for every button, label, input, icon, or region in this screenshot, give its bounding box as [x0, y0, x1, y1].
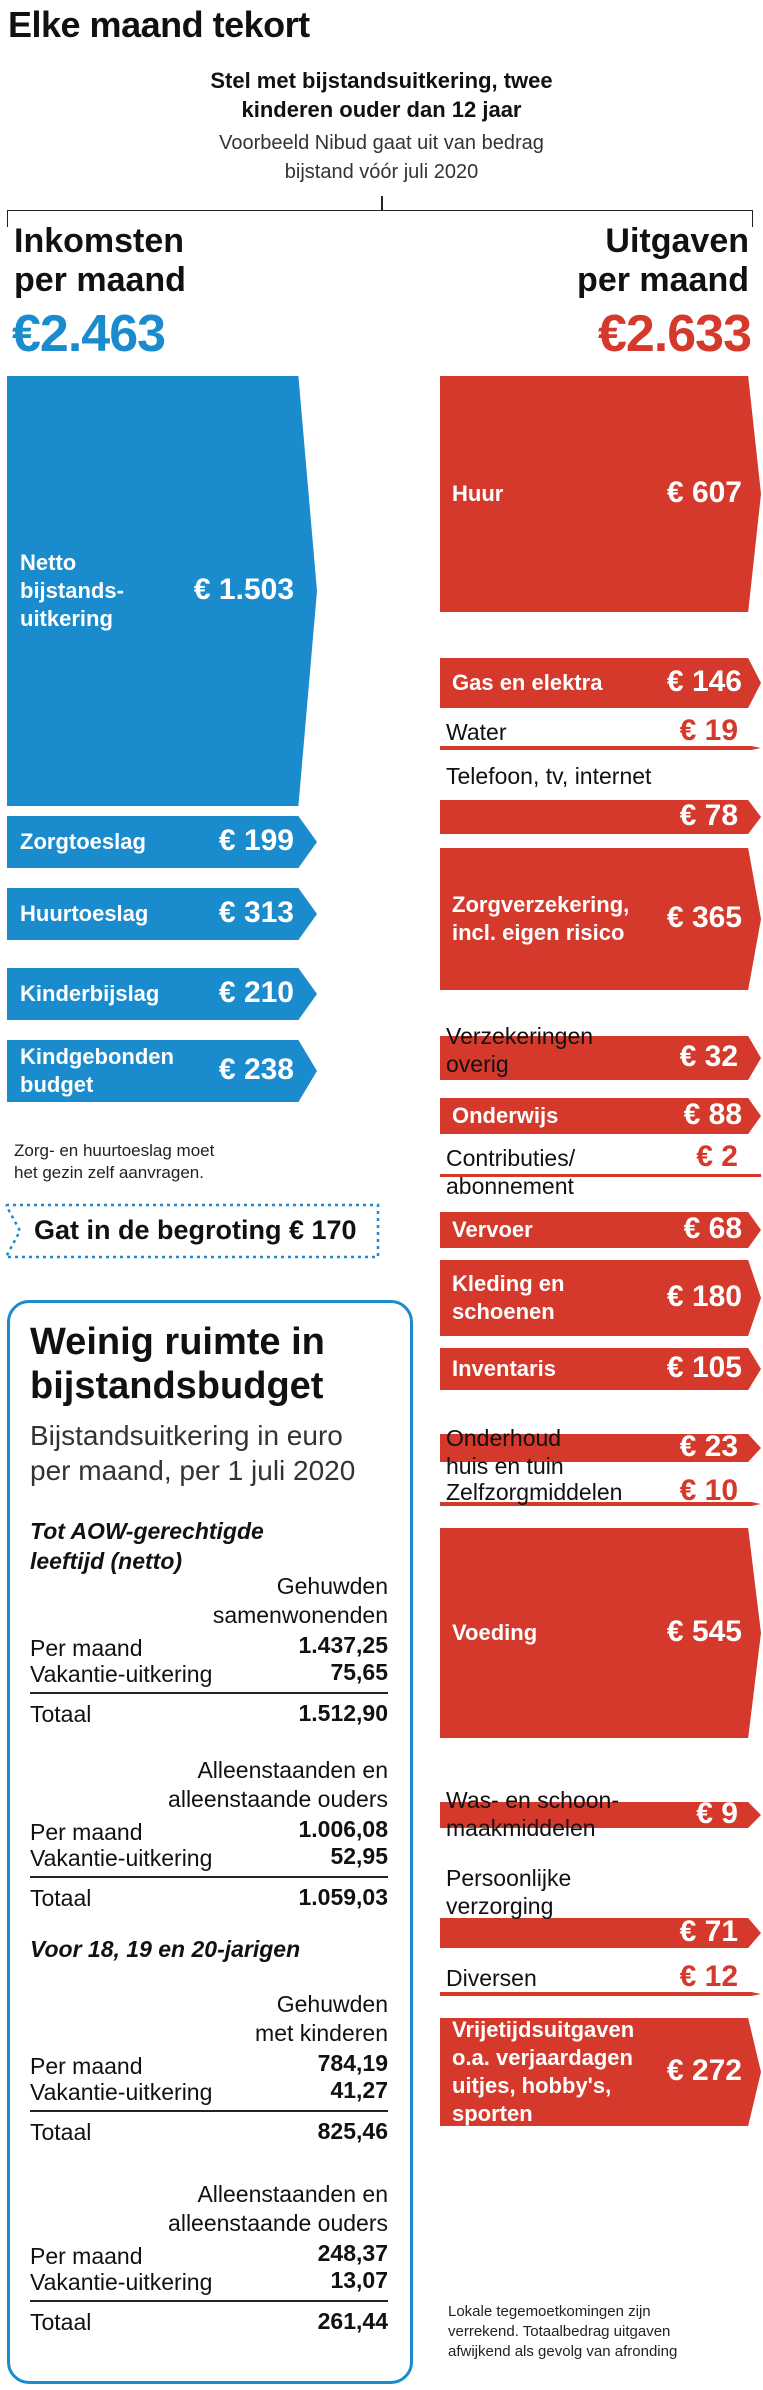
panel-group-head-line2: met kinderen	[255, 2020, 388, 2046]
panel-rule	[30, 1692, 388, 1694]
panel-group-head-line1: Alleenstaanden en	[197, 2181, 388, 2207]
expense-bar-label: Water	[446, 719, 507, 745]
expense-bar-label: huis en tuin	[446, 1453, 564, 1479]
expense-bar-value: € 71	[679, 1915, 738, 1948]
expenses-heading-line2: per maand	[577, 261, 749, 299]
expense-bar-value: € 88	[683, 1098, 742, 1131]
panel-group-head-line2: samenwonenden	[212, 1602, 388, 1628]
panel-row-month-label: Per maand	[30, 1635, 143, 1661]
panel-subtitle-line1: Bijstandsuitkering in euro	[30, 1420, 343, 1451]
income-total: €2.463	[12, 305, 166, 363]
expense-bar-value: € 10	[679, 1474, 738, 1507]
panel-row-total-label: Totaal	[30, 2119, 92, 2145]
expenses-total: €2.633	[597, 305, 751, 363]
expense-bar-label: Onderwijs	[452, 1103, 559, 1128]
expense-bar-label: Contributies/	[446, 1145, 576, 1171]
income-bar-label: Netto	[20, 550, 77, 575]
panel-row-total-label: Totaal	[30, 1701, 92, 1727]
expenses-heading	[577, 222, 749, 300]
expense-bar-label: Diversen	[446, 1965, 537, 1991]
income-bar-label: uitkering	[20, 606, 113, 631]
expense-bar-label: Verzekeringen	[446, 1023, 594, 1049]
income-note-line2: het gezin zelf aanvragen.	[14, 1163, 204, 1182]
footnote	[448, 2302, 677, 2362]
expense-bar-label: Vrijetijdsuitgaven	[452, 2017, 635, 2042]
expense-bar-label: verzorging	[446, 1893, 554, 1919]
income-bar-label: Huurtoeslag	[20, 901, 149, 926]
panel-row-holiday-label: Vakantie-uitkering	[30, 2079, 213, 2105]
expense-bar-label: Zelfzorgmiddelen	[446, 1479, 623, 1505]
expense-bar-label: Zorgverzekering,	[452, 892, 630, 917]
panel-row-holiday-label: Vakantie-uitkering	[30, 1845, 213, 1871]
panel-row-holiday-value: 41,27	[330, 2077, 388, 2103]
footnote-line2: verrekend. Totaalbedrag uitgaven	[448, 2323, 671, 2340]
panel-row-total-label: Totaal	[30, 2309, 92, 2335]
panel-group-head-line1: Alleenstaanden en	[197, 1757, 388, 1783]
panel-group-head-line1: Gehuwden	[276, 1991, 388, 2017]
expense-bar-label: abonnement	[446, 1173, 574, 1199]
panel-row-month-value: 248,37	[317, 2240, 388, 2266]
income-bar-label: Kinderbijslag	[20, 981, 160, 1006]
expense-bar-value: € 78	[679, 799, 738, 832]
expense-bar-label: Onderhoud	[446, 1425, 562, 1451]
expense-bar-label: o.a. verjaardagen	[452, 2045, 633, 2070]
panel-row-total-value: 261,44	[317, 2308, 388, 2334]
panel-section1	[30, 1516, 264, 1576]
income-heading	[14, 222, 186, 300]
panel-rule	[30, 2300, 388, 2302]
panel-row-holiday-label: Vakantie-uitkering	[30, 2269, 213, 2295]
expense-bar-label: Vervoer	[452, 1217, 533, 1242]
expense-bar-label: schoenen	[452, 1299, 555, 1324]
expense-bar-value: € 2	[696, 1140, 738, 1173]
expense-bar-value: € 32	[679, 1040, 738, 1073]
gap-box	[4, 1203, 382, 1259]
footnote-line3: afwijkend als gevolg van afronding	[448, 2343, 678, 2360]
panel-row-total-value: 825,46	[317, 2118, 388, 2144]
footnote-line1: Lokale tegemoetkomingen zijn	[448, 2303, 651, 2320]
gap-label: Gat in de begroting € 170	[34, 1215, 357, 1245]
panel-row-holiday-value: 75,65	[330, 1659, 388, 1685]
income-bar-value: € 199	[218, 824, 294, 857]
panel-row-month-value: 1.437,25	[298, 1632, 388, 1658]
chart-title: Elke maand tekort	[8, 4, 310, 45]
income-note	[14, 1140, 214, 1184]
expense-bar-value: € 180	[666, 1280, 742, 1313]
income-bar-value: € 313	[218, 896, 294, 929]
panel-row-holiday-label: Vakantie-uitkering	[30, 1661, 213, 1687]
bracket-tick	[381, 196, 383, 210]
expense-bar-value: € 12	[679, 1960, 738, 1993]
expense-bar-value: € 607	[666, 476, 742, 509]
expenses-heading-line1: Uitgaven	[605, 222, 749, 260]
expense-bar-value: € 365	[666, 901, 742, 934]
chart-note-line1: Voorbeeld Nibud gaat uit van bedrag	[219, 132, 544, 154]
expense-bar-label: Voeding	[452, 1620, 538, 1645]
panel-row-holiday-value: 13,07	[330, 2267, 388, 2293]
income-bar-value: € 1.503	[193, 573, 294, 606]
panel-title-line1: Weinig ruimte in	[30, 1321, 325, 1363]
chart-subtitle-line2: kinderen ouder dan 12 jaar	[241, 97, 522, 122]
expense-bar-value: € 68	[683, 1212, 742, 1245]
panel-rule	[30, 1876, 388, 1878]
panel-group-head-line1: Gehuwden	[276, 1573, 388, 1599]
expense-bar-label: maakmiddelen	[446, 1815, 596, 1841]
panel-row-total-value: 1.512,90	[298, 1700, 388, 1726]
panel-row-month-value: 784,19	[317, 2050, 388, 2076]
panel-subtitle-line2: per maand, per 1 juli 2020	[30, 1455, 356, 1486]
chart-note-line2: bijstand vóór juli 2020	[284, 161, 479, 183]
income-heading-line2: per maand	[14, 261, 186, 299]
expense-bar-label: Was- en schoon-	[446, 1787, 619, 1813]
chart-subtitle-line1: Stel met bijstandsuitkering, twee	[210, 68, 553, 93]
expense-bar-label: Inventaris	[452, 1356, 556, 1381]
panel-row-month-label: Per maand	[30, 1819, 143, 1845]
expense-bar-label: sporten	[452, 2101, 533, 2126]
panel-row-month-value: 1.006,08	[298, 1816, 388, 1842]
panel-rule	[30, 2110, 388, 2112]
income-bar-label: bijstands-	[20, 578, 124, 603]
expense-bar-value: € 23	[679, 1430, 738, 1463]
income-bar-label: Zorgtoeslag	[20, 829, 146, 854]
panel-row-holiday-value: 52,95	[330, 1843, 388, 1869]
income-bar-value: € 210	[218, 976, 294, 1009]
panel-row-month-label: Per maand	[30, 2243, 143, 2269]
expense-bar-label: Persoonlijke	[446, 1865, 572, 1891]
income-bar-label: budget	[20, 1072, 94, 1097]
expense-bar-label: overig	[446, 1051, 509, 1077]
expense-bar-label: Kleding en	[452, 1271, 565, 1296]
panel-section1-line2: leeftijd (netto)	[30, 1548, 183, 1574]
panel-subtitle	[30, 1418, 355, 1488]
expense-bar-value: € 272	[666, 2054, 742, 2087]
income-bar-value: € 238	[218, 1053, 294, 1086]
income-heading-line1: Inkomsten	[14, 222, 185, 260]
panel-title	[30, 1320, 325, 1408]
expense-bar-label: incl. eigen risico	[452, 920, 625, 945]
panel-section1-line1: Tot AOW-gerechtigde	[30, 1518, 264, 1544]
panel-group-head-line2: alleenstaande ouders	[168, 2210, 388, 2236]
panel-row-month-label: Per maand	[30, 2053, 143, 2079]
panel-group-head-line2: alleenstaande ouders	[168, 1786, 388, 1812]
expense-bar-value: € 146	[666, 665, 742, 698]
panel-section2: Voor 18, 19 en 20-jarigen	[30, 1936, 301, 1962]
income-bar-label: Kindgebonden	[20, 1044, 174, 1069]
expense-bar-label: Telefoon, tv, internet	[446, 763, 652, 789]
expense-bar-value: € 105	[666, 1351, 742, 1384]
panel-row-total-value: 1.059,03	[298, 1884, 388, 1910]
income-note-line1: Zorg- en huurtoeslag moet	[14, 1141, 215, 1160]
expense-bar-value: € 545	[666, 1615, 742, 1648]
expense-bar-label: uitjes, hobby's,	[452, 2073, 612, 2098]
expense-bar-value: € 9	[696, 1797, 738, 1830]
expense-bar-label: Huur	[452, 481, 504, 506]
expense-bar-label: Gas en elektra	[452, 670, 603, 695]
panel-row-total-label: Totaal	[30, 1885, 92, 1911]
panel-title-line2: bijstandsbudget	[30, 1365, 324, 1407]
expense-bar-value: € 19	[679, 714, 738, 747]
